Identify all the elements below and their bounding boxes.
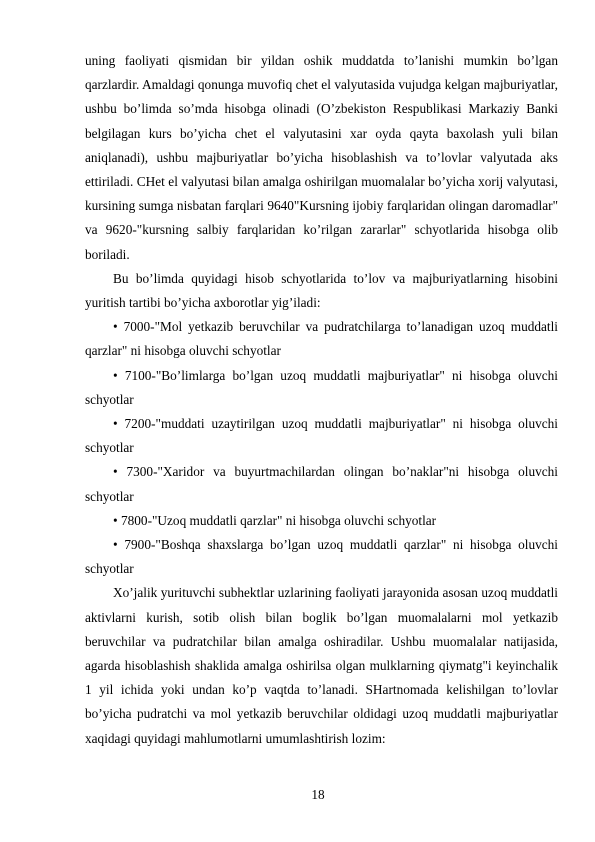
list-item-7100: • 7100-"Bo’limlarga bo’lgan uzoq muddatli majburiyatlar" ni hisobga oluvchi schyotlar [85, 367, 558, 407]
list-item-7800: • 7800-"Uzoq muddatli qarzlar" ni hisobga oluvchi schyotlar [113, 512, 437, 528]
paragraph-intro: uning faoliyati qismidan bir yildan oshik muddatda to’lanishi mumkin bo’lgan qarzlardir. Amaldagi qonunga muvofiq chet el valyutasida vujudga kelgan majburiyatlar, ushbu bo’limda so’mda hisobga olinadi (O’zbekiston Respublikasi Markaziy Banki belgilagan kurs bo’yicha chet el valyutasini xar oyda qayta baxolash yuli bilan aniqlanadi), ushbu majburiyatlar bo’yicha hisoblashish va to’lovlar valyutada aks ettiriladi. CHet el valyutasi bilan amalga oshirilgan muomalalar bo’yicha xorij valyutasi, kursining sumga nisbatan farqlari 9640"Kursning ijobiy farqlaridan olingan daromadlar" va 9620-"kursning salbiy farqlaridan ko’rilgan zararlar" schyotlarida hisobga olib boriladi. [85, 53, 558, 262]
page-number: 18 [311, 787, 325, 802]
document-body [85, 49, 558, 751]
list-item-7200: • 7200-"muddati uzaytirilgan uzoq muddatli majburiyatlar" ni hisobga oluvchi schyotlar [85, 416, 558, 456]
paragraph-accounts-intro: Bu bo’limda quyidagi hisob schyotlarida to’lov va majburiyatlarning hisobini yuritish tartibi bo’yicha axborotlar yig’iladi: [85, 270, 558, 311]
paragraph-business-entities: Xo’jalik yurituvchi subhektlar uzlarining faoliyati jarayonida asosan uzoq muddatli aktivlarni kurish, sotib olish bilan boglik bo’lgan muomalalarni mol yetkazib beruvchilar va pudratchilar bilan amalga oshiradilar. Ushbu muomalalar natijasida, agarda hisoblashish shaklida amalga oshirilsa olgan mulklarning qiymatg"i keyinchalik 1 yil ichida yoki undan ko’p vaqtda to’lanadi. SHartnomada kelishilgan to’lovlar bo’yicha pudratchi va mol yetkazib beruvchilar oldidagi uzoq muddatli majburiyatlar xaqidagi quyidagi mahlumotlarni umumlashtirish lozim: [85, 585, 558, 746]
list-item-7900: • 7900-"Boshqa shaxslarga bo’lgan uzoq muddatli qarzlar" ni hisobga oluvchi schyotlar [85, 537, 558, 577]
list-item-7000: • 7000-"Mol yetkazib beruvchilar va pudratchilarga to’lanadigan uzoq muddatli qarzlar" ni hisobga oluvchi schyotlar [85, 319, 558, 359]
list-item-7300: • 7300-"Xaridor va buyurtmachilardan olingan bo’naklar"ni hisobga oluvchi schyotlar [85, 464, 558, 504]
